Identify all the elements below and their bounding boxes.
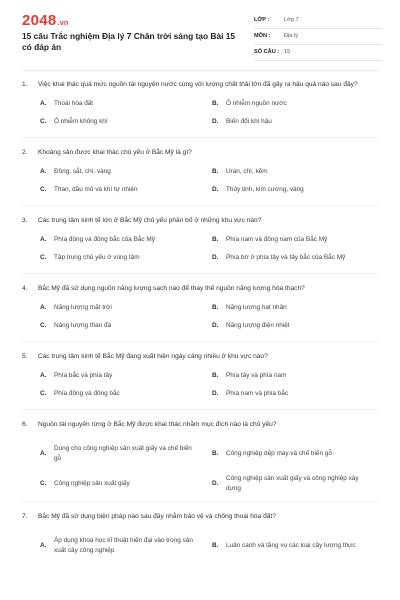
question-stem xyxy=(0,80,400,90)
option-letter: B. xyxy=(212,100,219,107)
option-letter: A. xyxy=(40,372,47,379)
option-letter: B. xyxy=(212,304,219,311)
option-a[interactable] xyxy=(40,303,200,321)
option-letter: A. xyxy=(40,168,47,175)
option-group xyxy=(0,371,400,407)
site-logo[interactable] xyxy=(22,12,69,29)
header-divider xyxy=(22,70,380,71)
option-d[interactable] xyxy=(212,253,372,271)
option-letter: D. xyxy=(212,480,219,487)
option-c[interactable] xyxy=(40,321,200,339)
option-a[interactable] xyxy=(40,235,200,253)
option-letter: D. xyxy=(212,390,219,397)
option-text: Phía bắc và phía tây xyxy=(54,372,113,379)
option-b[interactable] xyxy=(212,531,372,561)
option-letter: B. xyxy=(212,372,219,379)
option-group xyxy=(0,99,400,135)
option-text: Phía tây và phía nam xyxy=(226,372,287,379)
option-text: Ô nhiễm nguồn nước xyxy=(226,100,287,107)
option-text: Phía đông và đông bắc xyxy=(54,390,120,397)
option-letter: A. xyxy=(40,236,47,243)
option-letter: D. xyxy=(212,186,219,193)
option-text: Thoái hóa đất xyxy=(54,100,94,107)
question-number: 3. xyxy=(22,217,28,224)
meta-row-count xyxy=(254,46,382,61)
option-text: Công nghiệp sản xuất giấy và công nghiệp xây dựng xyxy=(226,475,359,492)
option-letter: B. xyxy=(212,542,219,549)
question-item xyxy=(0,216,400,274)
option-d[interactable] xyxy=(212,117,372,135)
option-letter: C. xyxy=(40,186,47,193)
question-stem xyxy=(0,352,400,362)
question-number: 1. xyxy=(22,81,28,88)
option-group xyxy=(0,303,400,339)
option-letter: C. xyxy=(40,390,47,397)
option-letter: D. xyxy=(212,322,219,329)
option-text: Năng lượng hạt nhân xyxy=(226,304,287,311)
question-item xyxy=(0,420,400,502)
option-d[interactable] xyxy=(212,469,372,499)
question-divider xyxy=(22,273,378,274)
option-text: Than, dầu mỏ và khí tự nhiên xyxy=(54,186,138,193)
question-item xyxy=(0,80,400,138)
meta-row-class xyxy=(254,14,382,29)
option-text: Công nghiệp sản xuất giấy xyxy=(54,480,130,487)
logo-text: 2048 xyxy=(22,12,57,29)
option-text: Áp dụng khoa học kĩ thuật hiện đại vào trong sản xuất cây công nghiệp xyxy=(54,537,193,554)
option-a[interactable] xyxy=(40,167,200,185)
option-c[interactable] xyxy=(40,185,200,203)
question-text: Bắc Mỹ đã sử dụng nguồn năng lượng sạch nào để thay thế nguồn năng lượng hóa thạch? xyxy=(38,285,305,292)
option-letter: C. xyxy=(40,118,47,125)
option-letter: B. xyxy=(212,450,219,457)
option-text: Phía bờ ở phía tây và tây bắc của Bắc Mỹ xyxy=(226,254,346,261)
question-text: Các trung tâm kinh tế lớn ở Bắc Mỹ chủ yếu phân bố ở những khu vực nào? xyxy=(38,217,262,224)
meta-value: Địa lý xyxy=(284,33,298,39)
option-b[interactable] xyxy=(212,167,372,185)
question-number: 7. xyxy=(22,513,28,520)
option-text: Ô nhiễm không khí xyxy=(54,118,108,125)
option-c[interactable] xyxy=(40,253,200,271)
option-a[interactable] xyxy=(40,531,200,561)
option-b[interactable] xyxy=(212,99,372,117)
question-text: Khoáng sản được khai thác chủ yếu ở Bắc Mỹ là gì? xyxy=(38,149,192,156)
option-d[interactable] xyxy=(212,389,372,407)
option-d[interactable] xyxy=(212,321,372,339)
option-text: Dùng cho công nghiệp sản xuất giấy và chế biến gỗ xyxy=(54,445,192,462)
option-text: Tập trung chủ yếu ở vùng tâm xyxy=(54,254,140,261)
option-letter: A. xyxy=(40,450,47,457)
option-group xyxy=(0,439,400,499)
option-letter: A. xyxy=(40,542,47,549)
option-text: Năng lượng than đá xyxy=(54,322,112,329)
meta-row-subject xyxy=(254,30,382,45)
question-divider xyxy=(22,341,378,342)
meta-info xyxy=(254,14,382,62)
question-item xyxy=(0,148,400,206)
meta-value: Lớp 7 xyxy=(284,17,299,23)
option-c[interactable] xyxy=(40,389,200,407)
option-b[interactable] xyxy=(212,235,372,253)
document-title: 15 câu Trắc nghiệm Địa lý 7 Chân trời sáng tạo Bài 15 có đáp án xyxy=(22,31,236,52)
option-text: Phía nam và đông nam của Bắc Mỹ xyxy=(226,236,328,243)
question-divider xyxy=(22,205,378,206)
option-text: Phía đông và đông bắc của Bắc Mỹ xyxy=(54,236,155,243)
question-item xyxy=(0,352,400,410)
question-item xyxy=(0,512,400,561)
question-stem xyxy=(0,420,400,430)
option-text: Năng lượng mặt trời xyxy=(54,304,112,311)
question-stem xyxy=(0,216,400,226)
question-list xyxy=(0,80,400,561)
option-letter: B. xyxy=(212,168,219,175)
option-text: Đồng, sắt, chì, vàng xyxy=(54,168,111,175)
option-letter: C. xyxy=(40,322,47,329)
question-text: Việc khai thác quá mức nguồn tài nguyên nước cùng với lượng chất thải lớn đã gây ra hậu quả nào sau đây? xyxy=(38,81,358,88)
meta-label: MÔN : xyxy=(254,33,271,39)
option-letter: A. xyxy=(40,304,47,311)
question-divider xyxy=(22,137,378,138)
option-d[interactable] xyxy=(212,185,372,203)
option-letter: A. xyxy=(40,100,47,107)
question-number: 2. xyxy=(22,149,28,156)
option-letter: D. xyxy=(212,254,219,261)
option-b[interactable] xyxy=(212,371,372,389)
question-divider xyxy=(22,409,378,410)
question-stem xyxy=(0,284,400,294)
option-letter: C. xyxy=(40,480,47,487)
option-c[interactable] xyxy=(40,469,200,499)
option-group xyxy=(0,167,400,203)
page-header xyxy=(0,0,400,66)
question-number: 4. xyxy=(22,285,28,292)
logo-suffix: .vn xyxy=(57,20,69,27)
option-letter: D. xyxy=(212,118,219,125)
option-a[interactable] xyxy=(40,439,200,469)
question-text: Các trung tâm kinh tế Bắc Mỹ đang xuất hiện ngày càng nhiều ở khu vực nào? xyxy=(38,353,268,360)
question-text: Bắc Mỹ đã sử dụng biện pháp nào sau đây nhằm bảo vệ và chống thoái hóa đất? xyxy=(38,513,276,520)
question-text: Nguồn tài nguyên rừng ở Bắc Mỹ được khai thác nhằm mục đích nào là chủ yếu? xyxy=(38,421,277,428)
option-text: Uran, chì, kẽm xyxy=(226,168,268,175)
option-text: Phía nam và phía bắc xyxy=(226,390,289,397)
meta-label: LỚP : xyxy=(254,17,270,23)
option-b[interactable] xyxy=(212,439,372,469)
option-text: Thủy tinh, kim cương, vàng xyxy=(226,186,304,193)
option-letter: C. xyxy=(40,254,47,261)
option-c[interactable] xyxy=(40,117,200,135)
question-divider xyxy=(22,501,378,502)
option-text: Biến đổi khí hậu xyxy=(226,118,272,125)
question-stem xyxy=(0,148,400,158)
option-text: Luân canh và tăng vụ các loại cây lương thực xyxy=(226,542,356,549)
option-a[interactable] xyxy=(40,99,200,117)
option-b[interactable] xyxy=(212,303,372,321)
meta-label: SỐ CÂU : xyxy=(254,49,280,55)
meta-value: 15 xyxy=(284,49,291,55)
question-stem xyxy=(0,512,400,522)
option-text: Công nghiệp dệp may và chế biến gỗ xyxy=(226,450,332,457)
question-item xyxy=(0,284,400,342)
question-number: 6. xyxy=(22,421,28,428)
question-number: 5. xyxy=(22,353,28,360)
option-a[interactable] xyxy=(40,371,200,389)
option-letter: B. xyxy=(212,236,219,243)
option-text: Năng lượng điện nhiệt xyxy=(226,322,290,329)
option-group xyxy=(0,531,400,561)
option-group xyxy=(0,235,400,271)
